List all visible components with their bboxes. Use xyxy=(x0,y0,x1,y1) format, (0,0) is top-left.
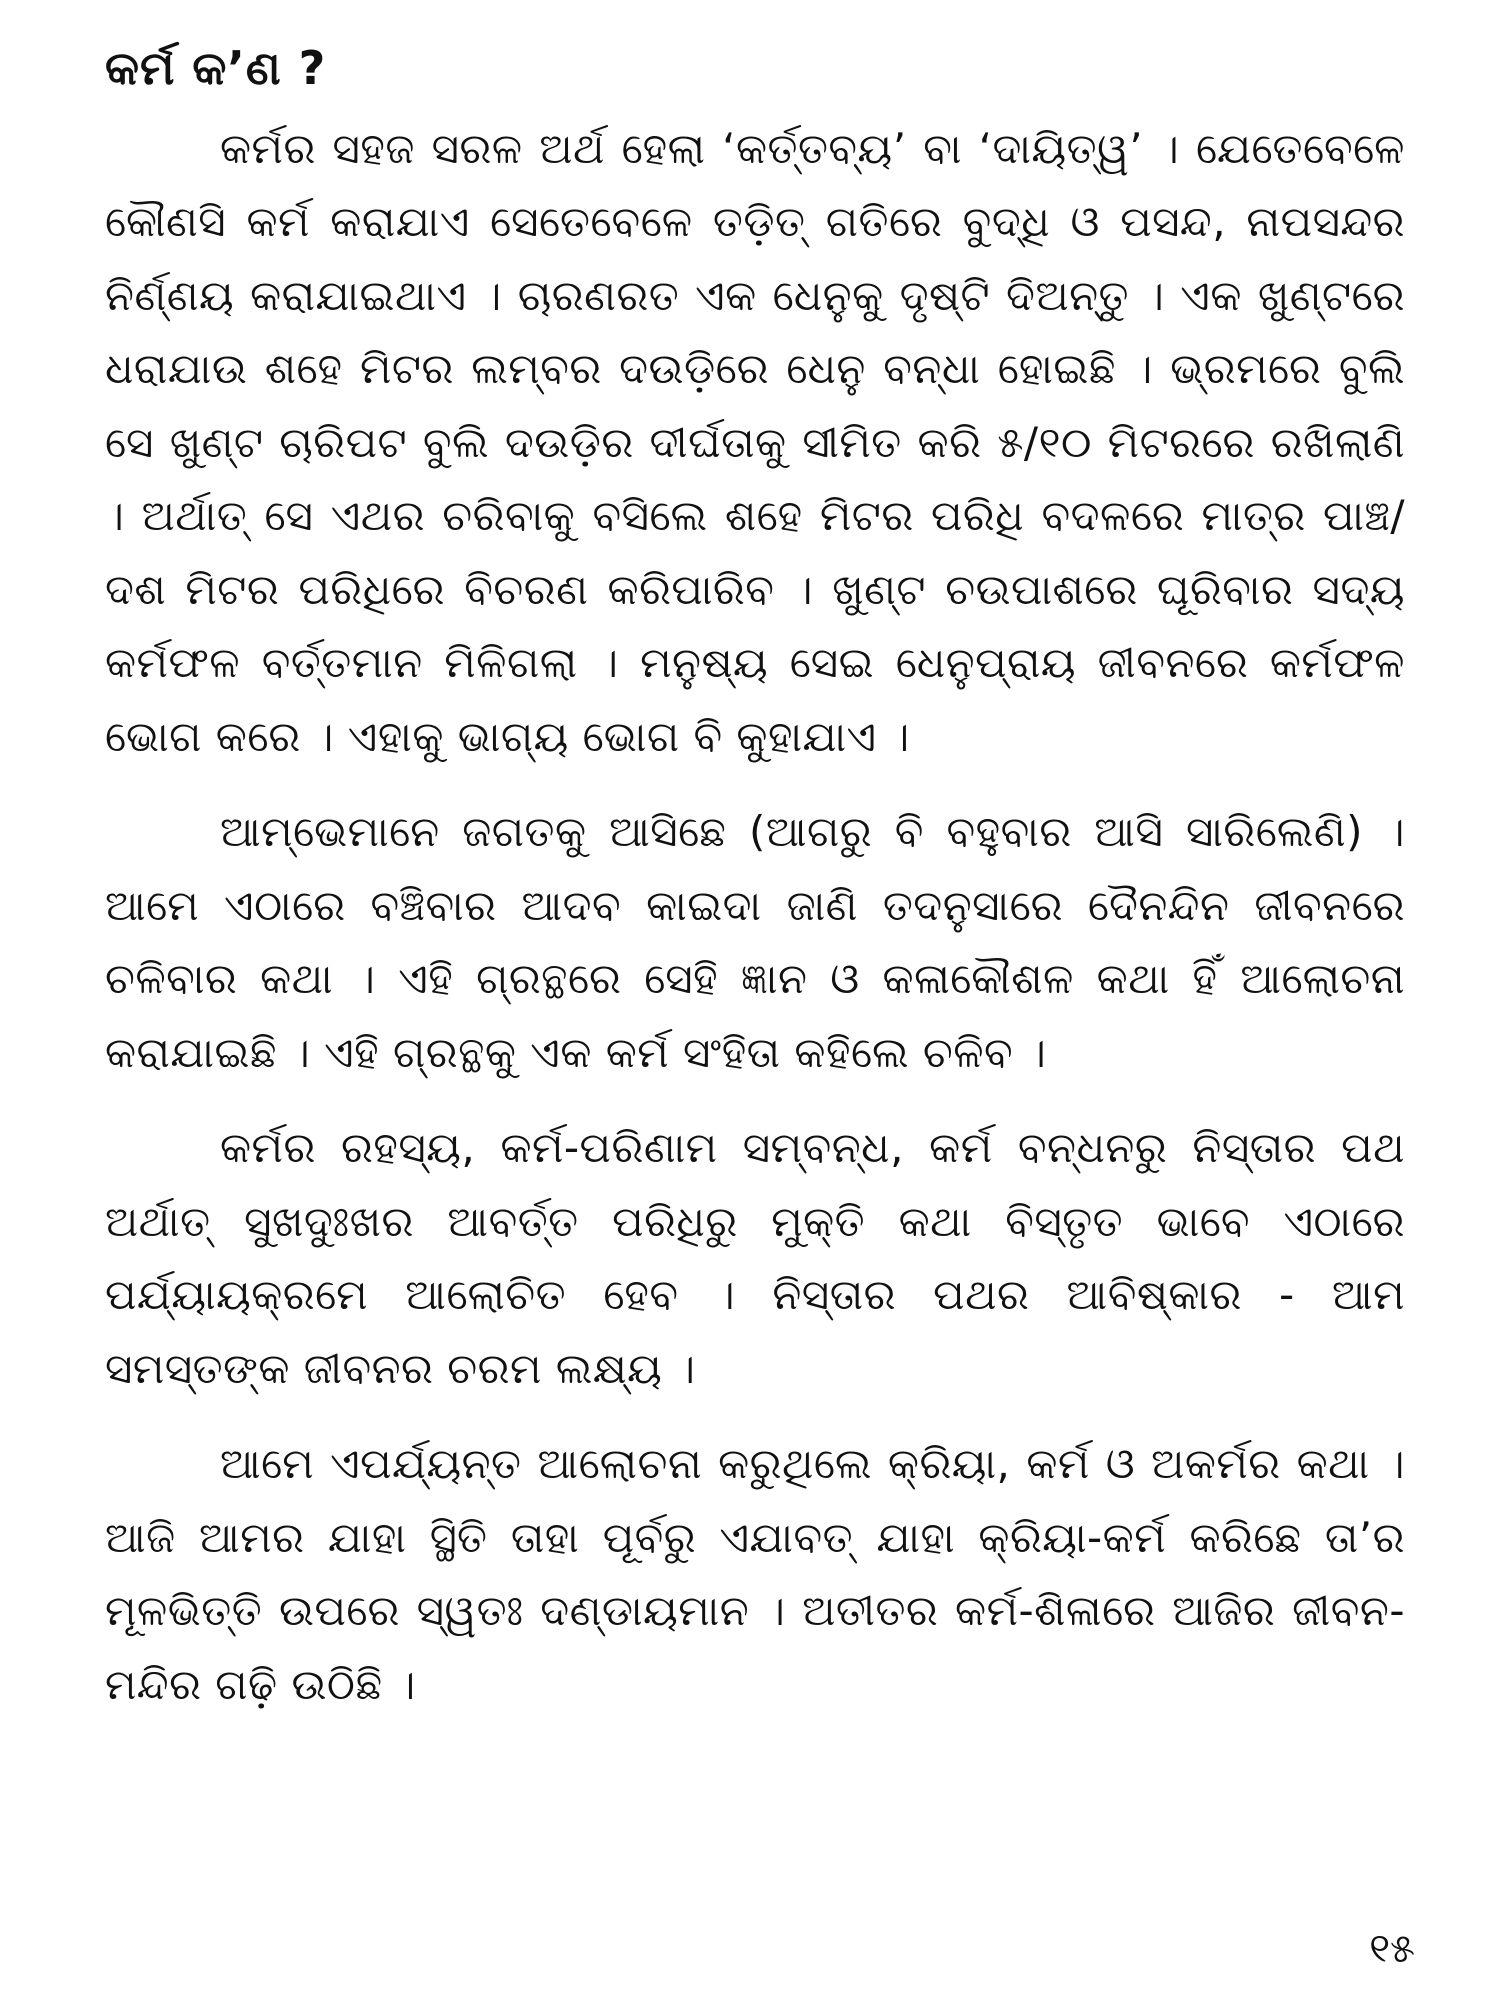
paragraph-4: ଆମେ ଏପର୍ଯ୍ୟନ୍ତ ଆଲୋଚନା କରୁଥିଲେ କ୍ରିୟା, କର୍ମ ଓ ଅକର୍ମର କଥା । ଆଜି ଆମର ଯାହା ସ୍ଥିତି ତାହା ପୂର୍ବରୁ ଏଯାବତ୍ ଯାହା କ୍ରିୟା-କର୍ମ କରିଛେ ତା’ର ମୂଳଭିତ୍ତି ଉପରେ ସ୍ୱତଃ ଦଣ୍ଡାୟମାନ । ଅତୀତର କର୍ମ-ଶିଳାରେ ଆଜିର ଜୀବନ-ମନ୍ଦିର ଗଢ଼ି ଉଠିଛି । xyxy=(105,1439,1405,1709)
paragraph-2: ଆମ୍ଭେମାନେ ଜଗତକୁ ଆସିଛେ (ଆଗରୁ ବି ବହୁବାର ଆସି ସାରିଲେଣି) । ଆମେ ଏଠାରେ ବଞ୍ଚିବାର ଆଦବ କାଇଦା ଜାଣି ତଦନୁସାରେ ଦୈନନ୍ଦିନ ଜୀବନରେ ଚଳିବାର କଥା । ଏହି ଗ୍ରନ୍ଥରେ ସେହି ଜ୍ଞାନ ଓ କଳାକୌଶଳ କଥା ହିଁ ଆଲୋଚନା କରାଯାଇଛି । ଏହି ଗ୍ରନ୍ଥକୁ ଏକ କର୍ମ ସଂହିତା କହିଲେ ଚଳିବ । xyxy=(105,807,1405,1077)
page-number: ୧୫ xyxy=(1369,1926,1415,1972)
chapter-heading: କର୍ମ କ’ଣ ? xyxy=(105,41,327,95)
paragraph-1: କର୍ମର ସହଜ ସରଳ ଅର୍ଥ ହେଲା ‘କର୍ତ୍ତବ୍ୟ’ ବା ‘ଦାୟିତ୍ୱ’ । ଯେତେବେଳେ କୌଣସି କର୍ମ କରାଯାଏ ସେତେବେଳେ ତଡ଼ିତ୍ ଗତିରେ ବୁଦ୍ଧି ଓ ପସନ୍ଦ, ନାପସନ୍ଦର ନିର୍ଣ୍ଣୟ କରାଯାଇଥାଏ । ଚାରଣରତ ଏକ ଧେନୁକୁ ଦୃଷ୍ଟି ଦିଅନ୍ତୁ । ଏକ ଖୁଣ୍ଟରେ ଧରାଯାଉ ଶହେ ମିଟର ଲମ୍ବର ଦଉଡ଼ିରେ ଧେନୁ ବନ୍ଧା ହୋଇଛି । ଭ୍ରମରେ ବୁଲି ସେ ଖୁଣ୍ଟ ଚାରିପଟ ବୁଲି ଦଉଡ଼ିର ଦୀର୍ଘତାକୁ ସୀମିତ କରି ୫/୧୦ ମିଟରରେ ରଖିଲାଣି । ଅର୍ଥାତ୍ ସେ ଏଥର ଚରିବାକୁ ବସିଲେ ଶହେ ମିଟର ପରିଧି ବଦଳରେ ମାତ୍ର ପାଞ୍ଚ/ଦଶ ମିଟର ପରିଧିରେ ବିଚରଣ କରିପାରିବ । ଖୁଣ୍ଟ ଚଉପାଶରେ ଘୂରିବାର ସଦ୍ୟ କର୍ମଫଳ ବର୍ତ୍ତମାନ ମିଳିଗଲା । ମନୁଷ୍ୟ ସେଇ ଧେନୁପ୍ରାୟ ଜୀବନରେ କର୍ମଫଳ ଭୋଗ କରେ । ଏହାକୁ ଭାଗ୍ୟ ଭୋଗ ବି କୁହାଯାଏ । xyxy=(105,123,1405,761)
paragraph-3: କର୍ମର ରହସ୍ୟ, କର୍ମ-ପରିଣାମ ସମ୍ବନ୍ଧ, କର୍ମ ବନ୍ଧନରୁ ନିସ୍ତାର ପଥ ଅର୍ଥାତ୍ ସୁଖଦୁଃଖର ଆବର୍ତ୍ତ ପରିଧିରୁ ମୁକ୍ତି କଥା ବିସ୍ତୃତ ଭାବେ ଏଠାରେ ପର୍ଯ୍ୟାୟକ୍ରମେ ଆଲୋଚିତ ହେବ । ନିସ୍ତାର ପଥର ଆବିଷ୍କାର - ଆମ ସମସ୍ତଙ୍କ ଜୀବନର ଚରମ ଲକ୍ଷ୍ୟ । xyxy=(105,1123,1405,1393)
book-page xyxy=(105,40,1405,1960)
